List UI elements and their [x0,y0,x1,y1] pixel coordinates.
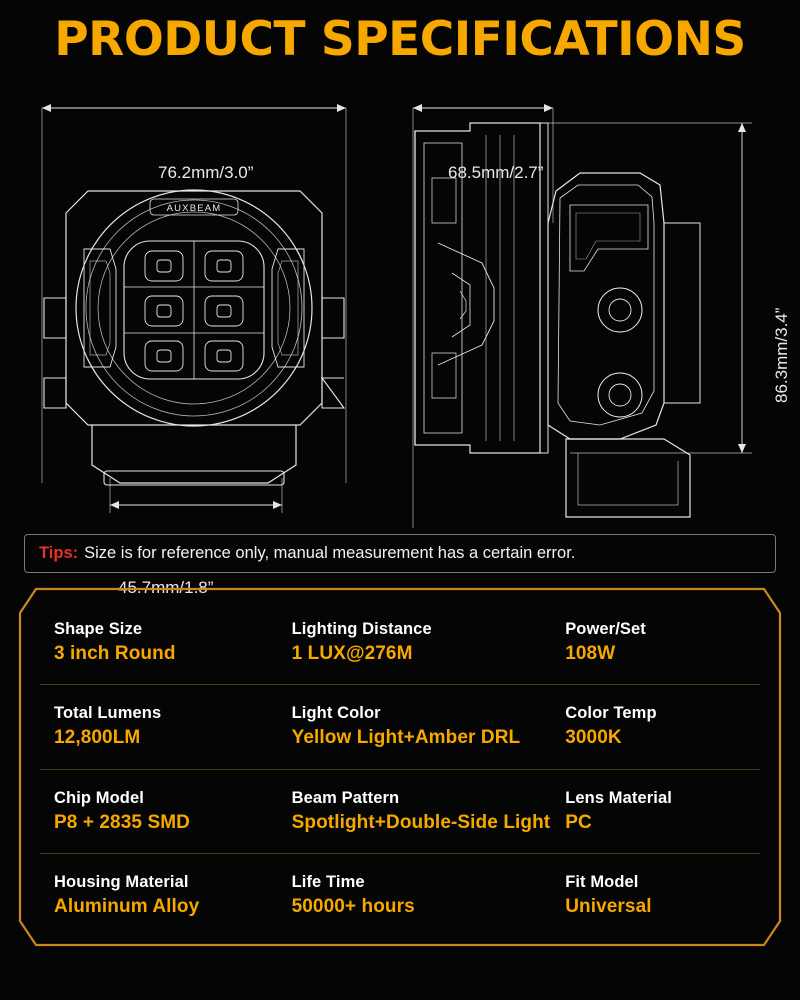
spec-value: 108W [565,643,616,665]
spec-value: Yellow Light+Amber DRL [291,727,521,749]
spec-cell [551,704,760,749]
spec-key: Fit Model [565,872,639,891]
spec-cell [40,789,278,834]
spec-key: Beam Pattern [291,788,400,807]
spec-cell [551,873,760,918]
spec-value: 12,800LM [54,727,141,749]
spec-cell [551,789,760,834]
dimension-side-height: 86.3mm/3.4” [772,307,791,403]
spec-key: Shape Size [54,620,143,639]
tips-banner [24,534,776,573]
spec-value: Aluminum Alloy [54,895,200,917]
spec-cell [278,789,552,834]
spec-key: Lighting Distance [291,620,432,639]
page-title-container [0,0,800,67]
dimension-front-base: 45.7mm/1.8” [118,578,214,597]
spec-cell [278,620,552,665]
dimension-side-width: 68.5mm/2.7” [448,163,544,182]
spec-cell [551,620,760,665]
specifications-table [18,587,782,947]
spec-value: 1 LUX@276M [291,643,413,665]
spec-row [40,854,760,937]
spec-value: Universal [565,895,652,917]
spec-row [40,685,760,769]
spec-cell [278,704,552,749]
spec-key: Housing Material [54,872,189,891]
brand-mark-text: AUXBEAM [166,203,222,214]
spec-cell [40,620,278,665]
spec-value: PC [565,811,592,833]
spec-value: P8 + 2835 SMD [54,811,190,833]
tips-label: Tips: [39,544,79,562]
spec-value: Spotlight+Double-Side Light [291,811,551,833]
spec-row [40,601,760,685]
spec-value: 3 inch Round [54,643,176,665]
spec-cell [40,704,278,749]
spec-value: 3000K [565,727,622,749]
spec-key: Total Lumens [54,704,162,723]
page-title: PRODUCT SPECIFICATIONS [54,12,746,67]
spec-key: Power/Set [565,620,646,639]
spec-cell [278,873,552,918]
technical-drawing-svg [0,73,800,528]
spec-key: Lens Material [565,788,672,807]
dimension-front-width: 76.2mm/3.0” [158,163,254,182]
spec-value: 50000+ hours [291,895,415,917]
spec-key: Chip Model [54,788,144,807]
spec-key: Life Time [291,872,365,891]
spec-row [40,770,760,854]
spec-cell [40,873,278,918]
spec-key: Color Temp [565,704,657,723]
tips-text: Size is for reference only, manual measurement has a certain error. [84,544,576,562]
spec-key: Light Color [291,704,381,723]
